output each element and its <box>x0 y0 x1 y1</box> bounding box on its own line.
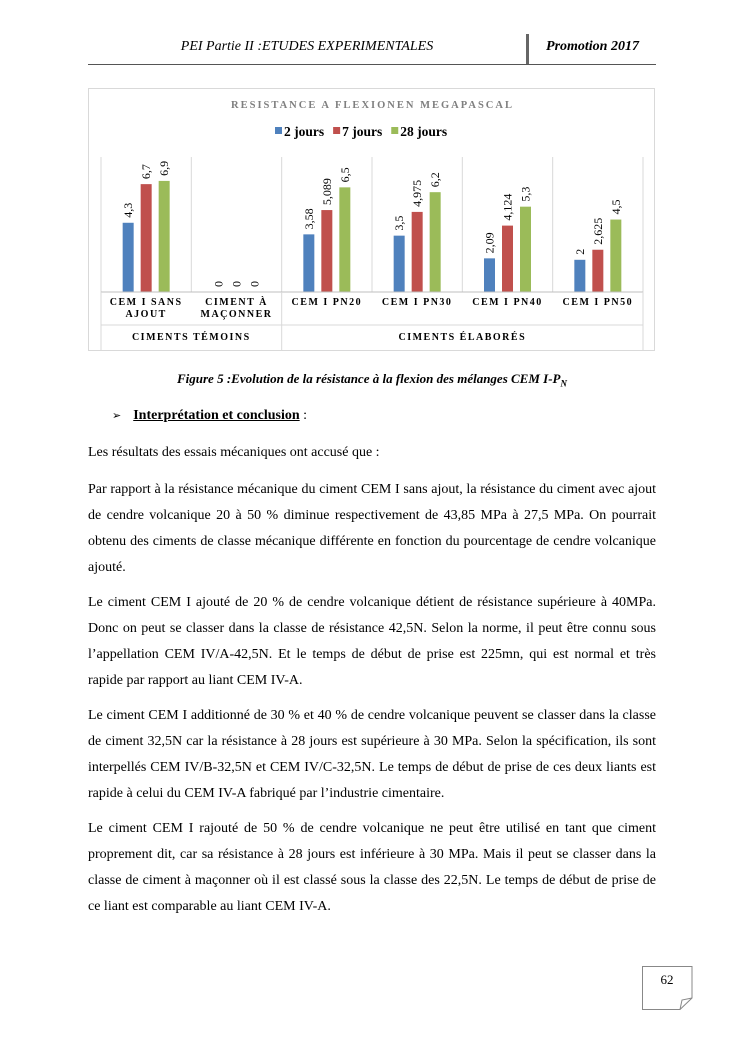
flexion-chart <box>88 88 655 351</box>
chart-canvas <box>89 89 656 352</box>
legend-swatch-0 <box>275 127 282 134</box>
bar-7-jours-2 <box>321 210 332 292</box>
category-label: AJOUT <box>125 309 167 320</box>
bar-28-jours-4 <box>520 207 531 292</box>
group-label-0: CIMENTS TÉMOINS <box>131 332 251 343</box>
bar-28-jours-0 <box>159 181 170 292</box>
section-heading-suffix: : <box>299 408 308 423</box>
data-label: 0 <box>211 281 226 287</box>
paragraph-comparison: Par rapport à la résistance mécanique du ciment CEM I sans ajout, la résistance du ciment avec ajout de cendre volcanique 20 à 50 % diminue respectivement de 43,85 MPa à 27,5 MPa. On pourrait obtenu des ciments de classe mécanique différente en fonction du pourcentage de cendre volcanique ajouté. <box>88 482 656 575</box>
bar-7-jours-0 <box>141 184 152 292</box>
bar-2-jours-0 <box>123 223 134 292</box>
paragraph-pn30-pn40: Le ciment CEM I additionné de 30 % et 40 % de cendre volcanique peuvent se classer dans la classe de ciment 32,5N car la résistance à 28 jours est supérieure à 30 MPa. Selon la spécification, ils sont interpellés CEM IV/B-32,5N et CEM IV/C-32,5N. Le temps de début de prise de ces deux liants est rapide à celui du CEM IV-A fabriqué par l’industrie cimentaire. <box>88 708 656 801</box>
bar-7-jours-5 <box>592 250 603 292</box>
data-label: 4,3 <box>121 202 136 218</box>
data-label: 4,124 <box>500 193 515 221</box>
bar-28-jours-3 <box>430 192 441 292</box>
figure-caption <box>88 371 656 389</box>
paragraph-pn20: Le ciment CEM I ajouté de 20 % de cendre volcanique détient de résistance supérieure à 40MPa. Donc on peut se classer dans la classe de résistance 42,5N. Selon la norme, il peut être connu sous l’appellation CEM IV/A-42,5N. Et le temps de début de prise est 225mn, qui est normal et très rapide par rapport au liant CEM IV-A. <box>88 595 656 688</box>
legend-label-2: 28 jours <box>400 124 448 139</box>
paragraph-intro: Les résultats des essais mécaniques ont accusé que : <box>88 445 380 460</box>
legend-swatch-1 <box>333 127 340 134</box>
page-number: 62 <box>660 972 674 987</box>
data-label: 0 <box>247 281 262 287</box>
data-label: 6,2 <box>428 172 443 188</box>
bar-7-jours-3 <box>412 212 423 292</box>
legend-label-0: 2 jours <box>284 124 325 139</box>
bar-2-jours-5 <box>574 260 585 292</box>
data-label: 2,625 <box>590 217 605 245</box>
data-label: 3,5 <box>392 215 407 231</box>
section-heading <box>112 408 307 424</box>
data-label: 0 <box>229 281 244 287</box>
caption-text: Figure 5 :Evolution de la résistance à la flexion des mélanges CEM I-P <box>176 371 561 386</box>
bar-28-jours-2 <box>339 187 350 292</box>
caption-subscript: N <box>560 378 567 389</box>
paragraph-pn50: Le ciment CEM I rajouté de 50 % de cendre volcanique ne peut être utilisé en tant que ciment proprement dit, car sa résistance à 28 jours est inférieure à 30 MPa. Mais il peut se classer dans la classe de ciment à maçonner où il est classé sous la classe des 22,5N. Le temps de début de prise de ce liant est comparable au liant CEM IV-A. <box>88 821 656 914</box>
chart-title: RESISTANCE A FLEXIONEN MEGAPASCAL <box>231 100 514 111</box>
data-label: 5,3 <box>518 186 533 202</box>
group-label-1: CIMENTS ÉLABORÉS <box>398 332 527 343</box>
category-label: CEM I PN30 <box>381 297 453 308</box>
arrow-bullet-icon: ➢ <box>112 409 122 422</box>
category-label: CIMENT À <box>205 297 268 308</box>
bar-28-jours-5 <box>610 220 621 292</box>
data-label: 2 <box>572 248 587 255</box>
page-header <box>88 34 656 65</box>
data-label: 3,58 <box>301 208 316 230</box>
data-label: 6,7 <box>139 164 154 180</box>
data-label: 2,09 <box>482 232 497 254</box>
category-label: CEM I SANS <box>109 297 183 308</box>
category-label: MAÇONNER <box>200 309 273 320</box>
header-title: PEI Partie II :ETUDES EXPERIMENTALES <box>180 39 434 54</box>
legend-swatch-2 <box>391 127 398 134</box>
data-label: 6,5 <box>337 167 352 183</box>
data-label: 4,975 <box>410 179 425 207</box>
category-label: CEM I PN40 <box>472 297 543 308</box>
data-label: 5,089 <box>319 178 334 206</box>
data-label: 6,9 <box>157 160 172 176</box>
legend-label-1: 7 jours <box>342 124 383 139</box>
bar-2-jours-3 <box>394 236 405 292</box>
data-label: 4,5 <box>608 199 623 215</box>
bar-2-jours-4 <box>484 258 495 292</box>
section-heading-text: Interprétation et conclusion <box>133 408 300 423</box>
category-label: CEM I PN50 <box>562 297 634 308</box>
header-promotion: Promotion 2017 <box>546 39 639 54</box>
page-number-box <box>642 966 692 1008</box>
bar-7-jours-4 <box>502 226 513 292</box>
bar-2-jours-2 <box>303 234 314 292</box>
category-label: CEM I PN20 <box>291 297 363 308</box>
